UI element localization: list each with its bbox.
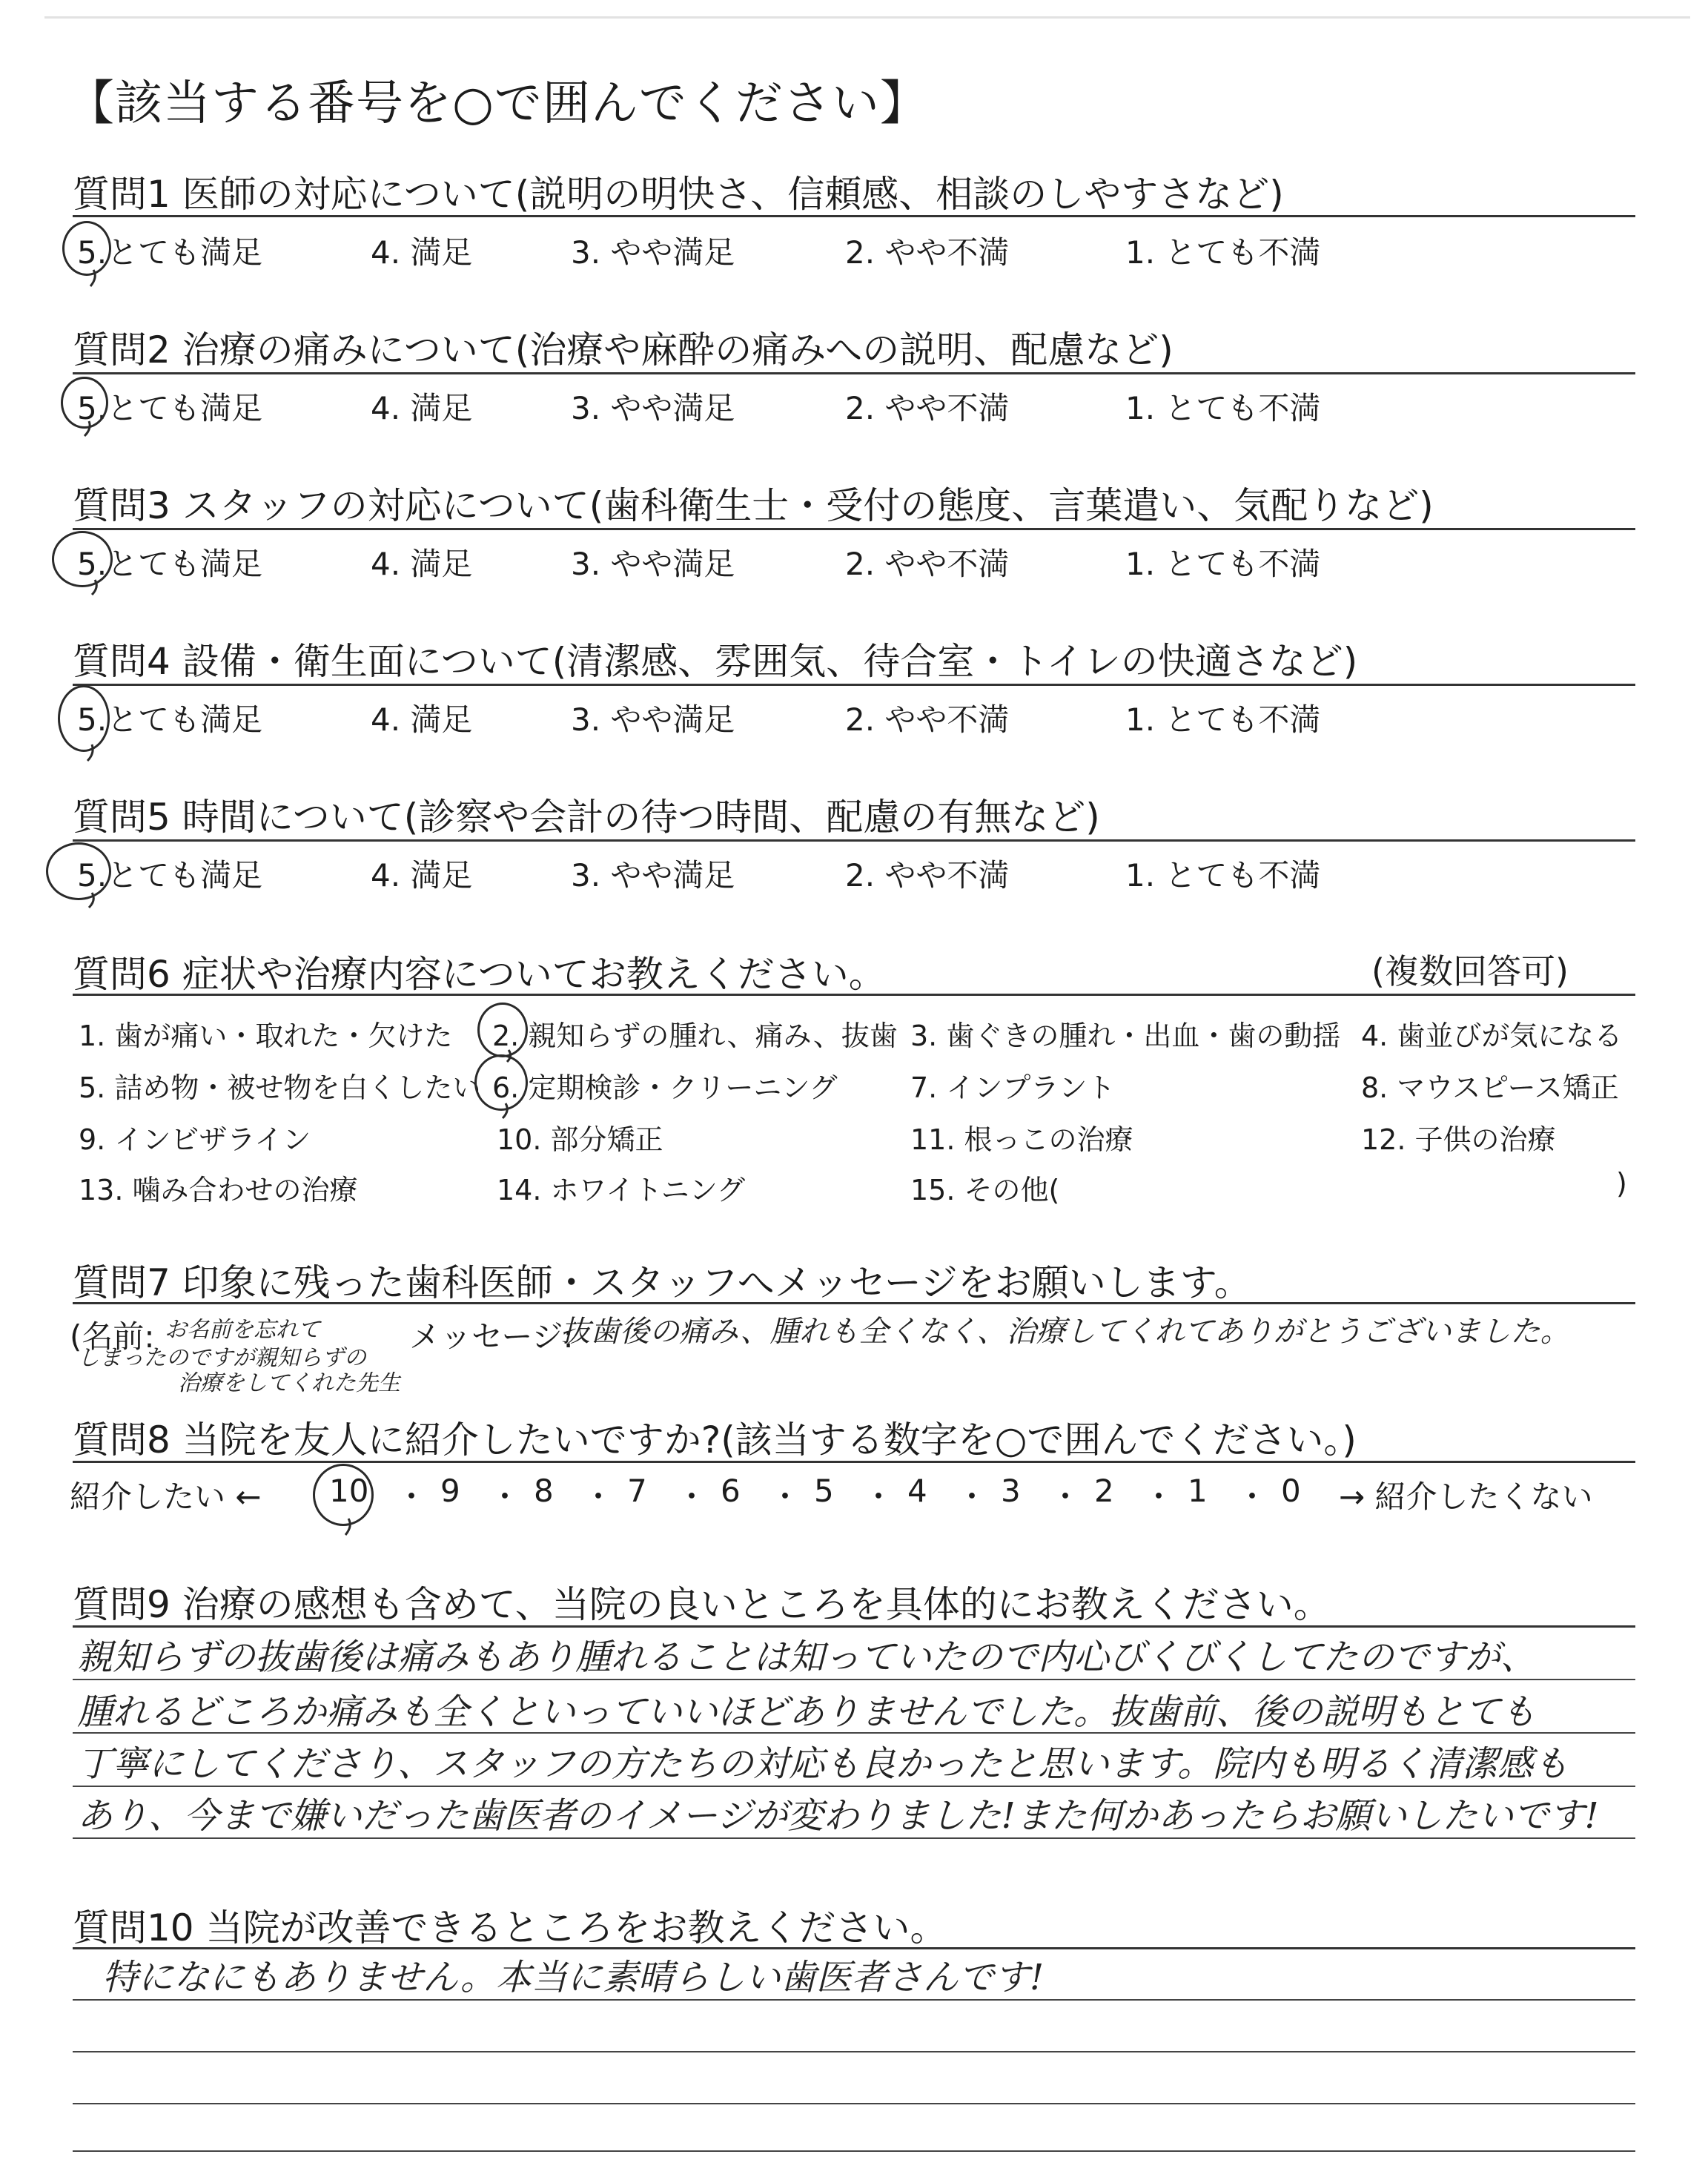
q1-option-3[interactable]: 3. やや満足 [571,234,735,271]
q4-option-3[interactable]: 3. やや満足 [571,701,735,738]
q5-option-5[interactable]: 5.とても満足 [77,857,263,894]
q3-option-5[interactable]: 5.とても満足 [77,546,263,582]
q8-scale-6[interactable]: 6 [721,1473,741,1509]
question-8-rule [73,1461,1635,1463]
q3-option-1[interactable]: 1. とても不満 [1125,546,1321,582]
question-4-rule [73,684,1635,686]
q10-writing-line [73,2150,1635,2152]
q8-scale-dot: ・ [583,1479,615,1515]
q2-option-4[interactable]: 4. 満足 [371,390,473,426]
q3-option-3[interactable]: 3. やや満足 [571,546,735,582]
q6-option-2[interactable]: 2. 親知らずの腫れ、痛み、抜歯 [492,1020,898,1052]
q9-handwritten-line-1: 親知らずの抜歯後は痛みもあり腫れることは知っていたので内心びくびくしてたのですが、 [77,1636,1537,1678]
q5-option-2[interactable]: 2. やや不満 [845,857,1010,894]
q4-option-5[interactable]: 5.とても満足 [77,701,263,738]
q7-name-handwritten-2: しまったのですが親知らずの [77,1345,366,1371]
q8-scale-dot: ・ [1143,1479,1175,1515]
question-5-rule [73,839,1635,842]
question-6-note: (複数回答可) [1371,951,1569,991]
question-9-title: 質問9 治療の感想も含めて、当院の良いところを具体的にお教えください。 [73,1583,1331,1626]
q8-scale-8[interactable]: 8 [534,1473,554,1509]
q8-scale-dot: ・ [769,1479,801,1515]
q6-option-14[interactable]: 14. ホワイトニング [497,1174,746,1206]
q9-handwritten-line-3: 丁寧にしてくださり、スタッフの方たちの対応も良かったと思います。院内も明るく清潔感も [77,1743,1569,1785]
q6-option-11[interactable]: 11. 根っこの治療 [910,1123,1133,1156]
question-3-title: 質問3 スタッフの対応について(歯科衛生士・受付の態度、言葉遣い、気配りなど) [73,484,1434,527]
question-9-rule [73,1625,1635,1628]
q3-option-2[interactable]: 2. やや不満 [845,546,1010,582]
q2-option-3[interactable]: 3. やや満足 [571,390,735,426]
q8-scale-dot: ・ [396,1479,428,1515]
q6-option-8[interactable]: 8. マウスピース矯正 [1361,1071,1619,1104]
q7-name-handwritten-1: お名前を忘れて [165,1317,320,1343]
q8-right-label: → 紹介したくない [1339,1479,1593,1515]
q7-message-label: メッセージ: [409,1318,574,1355]
q9-handwritten-line-2: 腫れるどころか痛みも全くといっていいほどありませんでした。抜歯前、後の説明もとても [77,1691,1537,1733]
question-8-title: 質問8 当院を友人に紹介したいですか?(該当する数字を○で囲んでください。) [73,1418,1357,1462]
question-7-rule [73,1302,1635,1304]
q8-scale-0[interactable]: 0 [1281,1473,1301,1509]
q1-option-2[interactable]: 2. やや不満 [845,234,1010,271]
q8-scale-10[interactable]: 10 [329,1473,369,1509]
q10-writing-line [73,2103,1635,2104]
question-2-rule [73,372,1635,374]
question-7-title: 質問7 印象に残った歯科医師・スタッフへメッセージをお願いします。 [73,1261,1251,1304]
q9-writing-line [73,1732,1635,1734]
q2-option-1[interactable]: 1. とても不満 [1125,390,1321,426]
question-4-title: 質問4 設備・衛生面について(清潔感、雰囲気、待合室・トイレの快適さなど) [73,640,1358,683]
q4-option-1[interactable]: 1. とても不満 [1125,701,1321,738]
q5-option-4[interactable]: 4. 満足 [371,857,473,894]
q8-scale-1[interactable]: 1 [1188,1473,1208,1509]
q8-scale-dot: ・ [1050,1479,1082,1515]
q7-name-handwritten-3: 治療をしてくれた先生 [178,1370,400,1396]
q1-option-4[interactable]: 4. 満足 [371,234,473,271]
question-10-title: 質問10 当院が改善できるところをお教えください。 [73,1906,947,1949]
q8-scale-5[interactable]: 5 [814,1473,834,1509]
q8-scale-3[interactable]: 3 [1001,1473,1021,1509]
q5-option-1[interactable]: 1. とても不満 [1125,857,1321,894]
q8-scale-dot: ・ [956,1479,988,1515]
q6-option-15[interactable]: 15. その他( [910,1174,1060,1206]
q6-option-9[interactable]: 9. インビザライン [79,1123,311,1156]
question-6-title: 質問6 症状や治療内容についてお教えください。 [73,953,886,996]
q6-option-1[interactable]: 1. 歯が痛い・取れた・欠けた [79,1020,453,1052]
question-2-title: 質問2 治療の痛みについて(治療や麻酔の痛みへの説明、配慮など) [73,328,1174,371]
question-1-rule [73,215,1635,217]
q8-scale-4[interactable]: 4 [907,1473,927,1509]
q1-option-1[interactable]: 1. とても不満 [1125,234,1321,271]
q8-scale-dot: ・ [863,1479,895,1515]
q8-scale-dot: ・ [676,1479,708,1515]
q9-writing-line [73,1837,1635,1839]
q6-option-10[interactable]: 10. 部分矯正 [497,1123,663,1156]
q6-option-13[interactable]: 13. 噛み合わせの治療 [79,1174,358,1206]
q2-option-5[interactable]: 5.とても満足 [77,390,263,426]
question-1-title: 質問1 医師の対応について(説明の明快さ、信頼感、相談のしやすさなど) [73,173,1284,216]
q10-writing-line [73,2051,1635,2052]
q7-name-label: (名前: [70,1318,155,1355]
q6-option-15-close: ) [1616,1167,1627,1200]
q8-scale-7[interactable]: 7 [627,1473,647,1509]
q6-option-4[interactable]: 4. 歯並びが気になる [1361,1020,1623,1052]
q7-message-handwritten: 抜歯後の痛み、腫れも全くなく、治療してくれてありがとうございました。 [560,1315,1570,1349]
q10-handwritten-line-1: 特になにもありません。本当に素晴らしい歯医者さんです! [102,1957,1045,1998]
q4-option-2[interactable]: 2. やや不満 [845,701,1010,738]
top-edge-line [44,16,1690,19]
q8-scale-dot: ・ [1237,1479,1268,1515]
q8-scale-9[interactable]: 9 [440,1473,460,1509]
q1-option-5[interactable]: 5.とても満足 [77,234,263,271]
question-6-rule [73,994,1635,996]
q6-option-3[interactable]: 3. 歯ぐきの腫れ・出血・歯の動揺 [910,1020,1341,1052]
q9-writing-line [73,1679,1635,1680]
q8-left-label: 紹介したい ← [70,1479,262,1515]
q6-option-5[interactable]: 5. 詰め物・被せ物を白くしたい [79,1071,481,1104]
q3-option-4[interactable]: 4. 満足 [371,546,473,582]
q8-scale-dot: ・ [489,1479,521,1515]
q6-option-6[interactable]: 6. 定期検診・クリーニング [492,1071,838,1104]
question-5-title: 質問5 時間について(診察や会計の待つ時間、配慮の有無など) [73,796,1100,839]
q4-option-4[interactable]: 4. 満足 [371,701,473,738]
q6-option-12[interactable]: 12. 子供の治療 [1361,1123,1556,1156]
q10-writing-line [73,1999,1635,2001]
q9-handwritten-line-4: あり、今まで嫌いだった歯医者のイメージが変わりました!また何かあったらお願いしたいです! [77,1795,1599,1837]
page-title: 【該当する番号を○で囲んでください】 [67,76,928,131]
q6-option-7[interactable]: 7. インプラント [910,1071,1116,1104]
q5-option-3[interactable]: 3. やや満足 [571,857,735,894]
question-3-rule [73,528,1635,530]
q2-option-2[interactable]: 2. やや不満 [845,390,1010,426]
q8-scale-2[interactable]: 2 [1094,1473,1114,1509]
